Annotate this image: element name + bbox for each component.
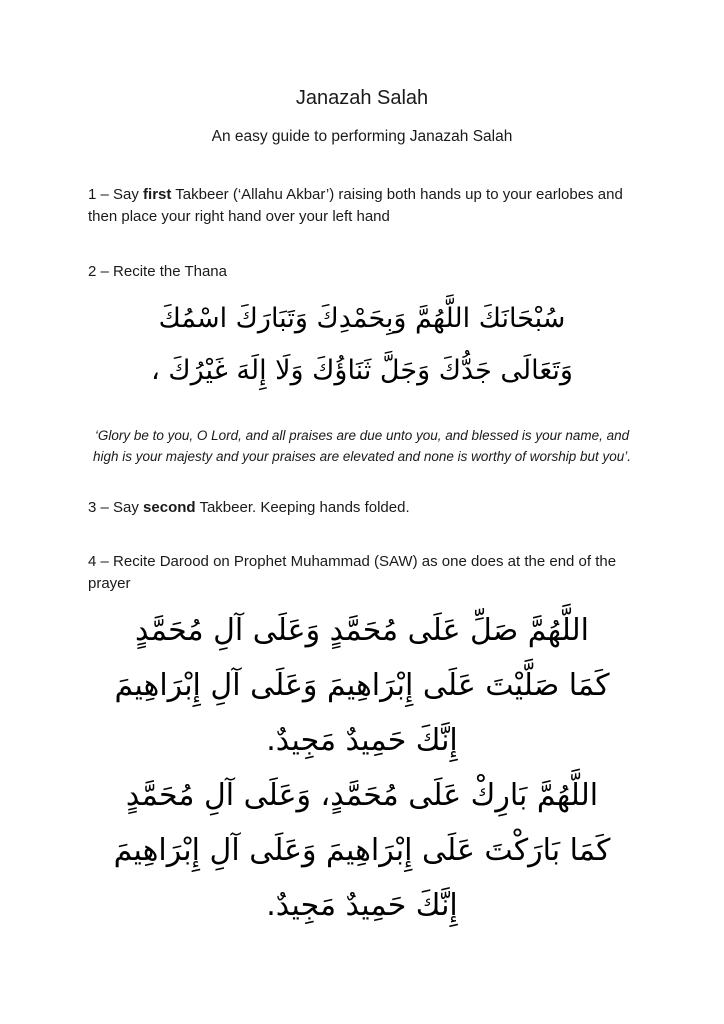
thana-arabic-line-2: وَتَعَالَى جَدُّكَ وَجَلَّ ثَنَاؤُكَ وَلَا إِلَهَ غَيْرُكَ ، — [151, 355, 573, 386]
step-3 — [88, 497, 636, 519]
step-3-text: 3 – Say — [88, 499, 144, 516]
darood-arabic-line-4: اللَّهُمَّ بَارِكْ عَلَى مُحَمَّدٍ، وَعَلَى آلِ مُحَمَّدٍ — [125, 778, 599, 813]
step-3-text-cont: Takbeer. Keeping hands folded. — [195, 499, 410, 516]
step-1 — [88, 184, 636, 228]
step-1-bold-word: first — [143, 186, 172, 203]
darood-arabic-line-1: اللَّهُمَّ صَلِّ عَلَى مُحَمَّدٍ وَعَلَى آلِ مُحَمَّدٍ — [135, 613, 589, 648]
thana-arabic — [60, 293, 664, 397]
darood-arabic-line-5: كَمَا بَارَكْتَ عَلَى إِبْرَاهِيمَ وَعَلَى آلِ إِبْرَاهِيمَ — [113, 833, 611, 868]
page-subtitle: An easy guide to performing Janazah Salah — [211, 128, 513, 145]
thana-arabic-line-1: سُبْحَانَكَ اللَّهُمَّ وَبِحَمْدِكَ وَتَبَارَكَ اسْمُكَ — [158, 303, 566, 334]
darood-arabic-line-2: كَمَا صَلَّيْتَ عَلَى إِبْرَاهِيمَ وَعَلَى آلِ إِبْرَاهِيمَ — [114, 668, 610, 703]
thana-translation: ‘Glory be to you, O Lord, and all praises are due unto you, and blessed is your name, and high is your majesty and your praises are elevated and none is worthy of worship but you’. — [92, 428, 632, 464]
darood-arabic-line-6: إِنَّكَ حَمِيدٌ مَجِيدٌ. — [266, 888, 458, 923]
page-title: Janazah Salah — [295, 87, 429, 109]
step-1-text-cont: Takbeer (‘Allahu Akbar’) raising both hands up to your earlobes and then place your right hand over your left hand — [88, 186, 623, 225]
step-2 — [88, 261, 636, 283]
step-4-text: 4 – Recite Darood on Prophet Muhammad (SAW) as one does at the end of the prayer — [88, 553, 617, 592]
step-4 — [88, 551, 636, 595]
darood-arabic-line-3: إِنَّكَ حَمِيدٌ مَجِيدٌ. — [266, 723, 458, 758]
darood-arabic — [60, 603, 664, 933]
step-1-text: 1 – Say — [88, 186, 144, 203]
step-2-text: 2 – Recite the Thana — [88, 263, 227, 280]
step-3-bold-word: second — [143, 499, 196, 516]
